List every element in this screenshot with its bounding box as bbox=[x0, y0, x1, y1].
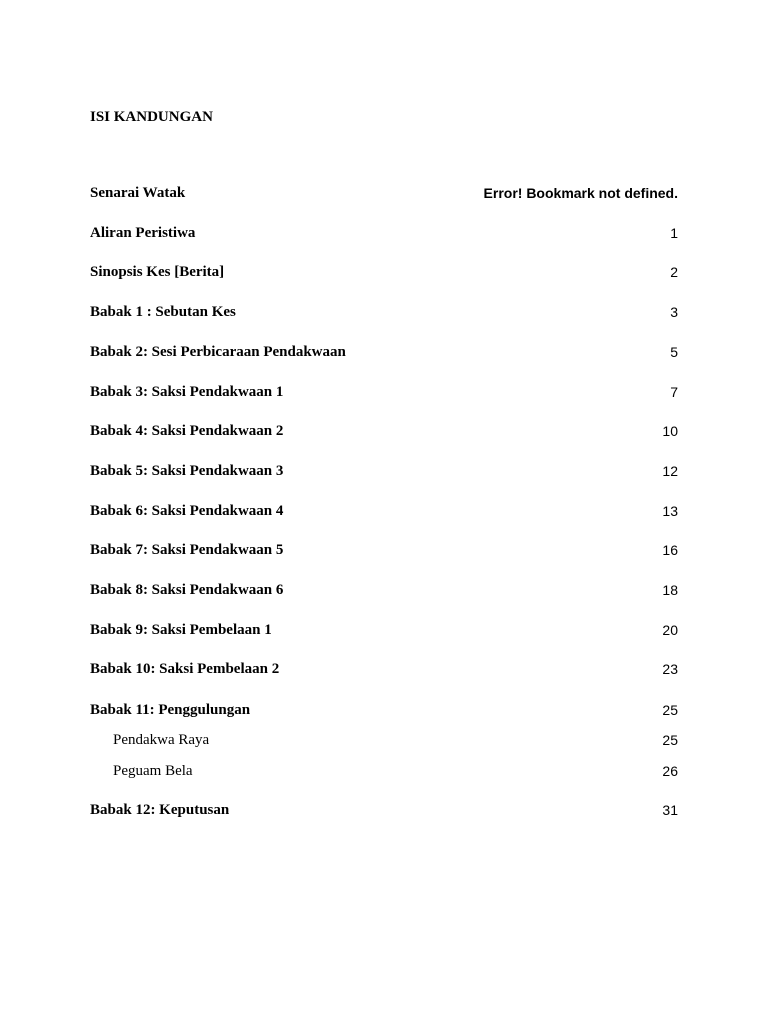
toc-subentry-label: Peguam Bela bbox=[113, 763, 193, 779]
toc-entry-page: 2 bbox=[670, 264, 678, 280]
toc-entry-page: 25 bbox=[662, 702, 678, 718]
toc-entry-label: Aliran Peristiwa bbox=[90, 225, 196, 241]
toc-entry-label: Babak 4: Saksi Pendakwaan 2 bbox=[90, 423, 284, 439]
toc-entry-label: Babak 1 : Sebutan Kes bbox=[90, 304, 236, 320]
toc-entry[interactable] bbox=[90, 620, 678, 640]
toc-entry-page: 23 bbox=[662, 661, 678, 677]
toc-entry[interactable] bbox=[90, 800, 678, 820]
toc-entry-page: 20 bbox=[662, 622, 678, 638]
toc-entry[interactable] bbox=[90, 501, 678, 521]
toc-entry[interactable] bbox=[90, 382, 678, 402]
toc-entry[interactable] bbox=[90, 421, 678, 441]
toc-entry-label: Sinopsis Kes [Berita] bbox=[90, 264, 225, 280]
toc-entry[interactable] bbox=[90, 342, 678, 362]
toc-entry-label: Babak 10: Saksi Pembelaan 2 bbox=[90, 661, 280, 677]
toc-entry-page: 10 bbox=[662, 423, 678, 439]
toc-entry[interactable] bbox=[90, 540, 678, 560]
toc-subentry[interactable] bbox=[113, 730, 678, 750]
toc-entry-label: Babak 2: Sesi Perbicaraan Pendakwaan bbox=[90, 344, 346, 360]
toc-entry-label: Babak 12: Keputusan bbox=[90, 802, 230, 818]
toc-subentry[interactable] bbox=[113, 761, 678, 781]
toc-entry-page-error: Error! Bookmark not defined. bbox=[483, 185, 678, 201]
toc-entry-label: Babak 3: Saksi Pendakwaan 1 bbox=[90, 384, 284, 400]
toc-entry-page: 5 bbox=[670, 344, 678, 360]
toc-title: ISI KANDUNGAN bbox=[90, 109, 213, 125]
toc-entry-label: Babak 9: Saksi Pembelaan 1 bbox=[90, 622, 272, 638]
toc-entry-page: 7 bbox=[670, 384, 678, 400]
toc-entry-page: 31 bbox=[662, 802, 678, 818]
toc-subentry-page: 25 bbox=[662, 732, 678, 748]
toc-entry[interactable] bbox=[90, 461, 678, 481]
toc-entry-label: Babak 8: Saksi Pendakwaan 6 bbox=[90, 582, 284, 598]
toc-entry-page: 18 bbox=[662, 582, 678, 598]
toc-entry-page: 12 bbox=[662, 463, 678, 479]
toc-entry[interactable] bbox=[90, 302, 678, 322]
toc-subentry-label: Pendakwa Raya bbox=[113, 732, 210, 748]
toc-entry-label: Babak 6: Saksi Pendakwaan 4 bbox=[90, 503, 284, 519]
toc-entry-label: Babak 7: Saksi Pendakwaan 5 bbox=[90, 542, 284, 558]
toc-entry-label: Babak 11: Penggulungan bbox=[90, 702, 251, 718]
toc-entry[interactable] bbox=[90, 700, 678, 720]
toc-entry-page: 3 bbox=[670, 304, 678, 320]
toc-entry[interactable] bbox=[90, 659, 678, 679]
toc-entry[interactable] bbox=[90, 580, 678, 600]
toc-entry-page: 1 bbox=[670, 225, 678, 241]
toc-subentry-page: 26 bbox=[662, 763, 678, 779]
toc-entry-label: Senarai Watak bbox=[90, 185, 186, 201]
toc-entry-label: Babak 5: Saksi Pendakwaan 3 bbox=[90, 463, 284, 479]
toc-entry-page: 13 bbox=[662, 503, 678, 519]
toc-entry[interactable] bbox=[90, 183, 678, 203]
toc-entry-page: 16 bbox=[662, 542, 678, 558]
toc-entry[interactable] bbox=[90, 262, 678, 282]
toc-entry[interactable] bbox=[90, 223, 678, 243]
